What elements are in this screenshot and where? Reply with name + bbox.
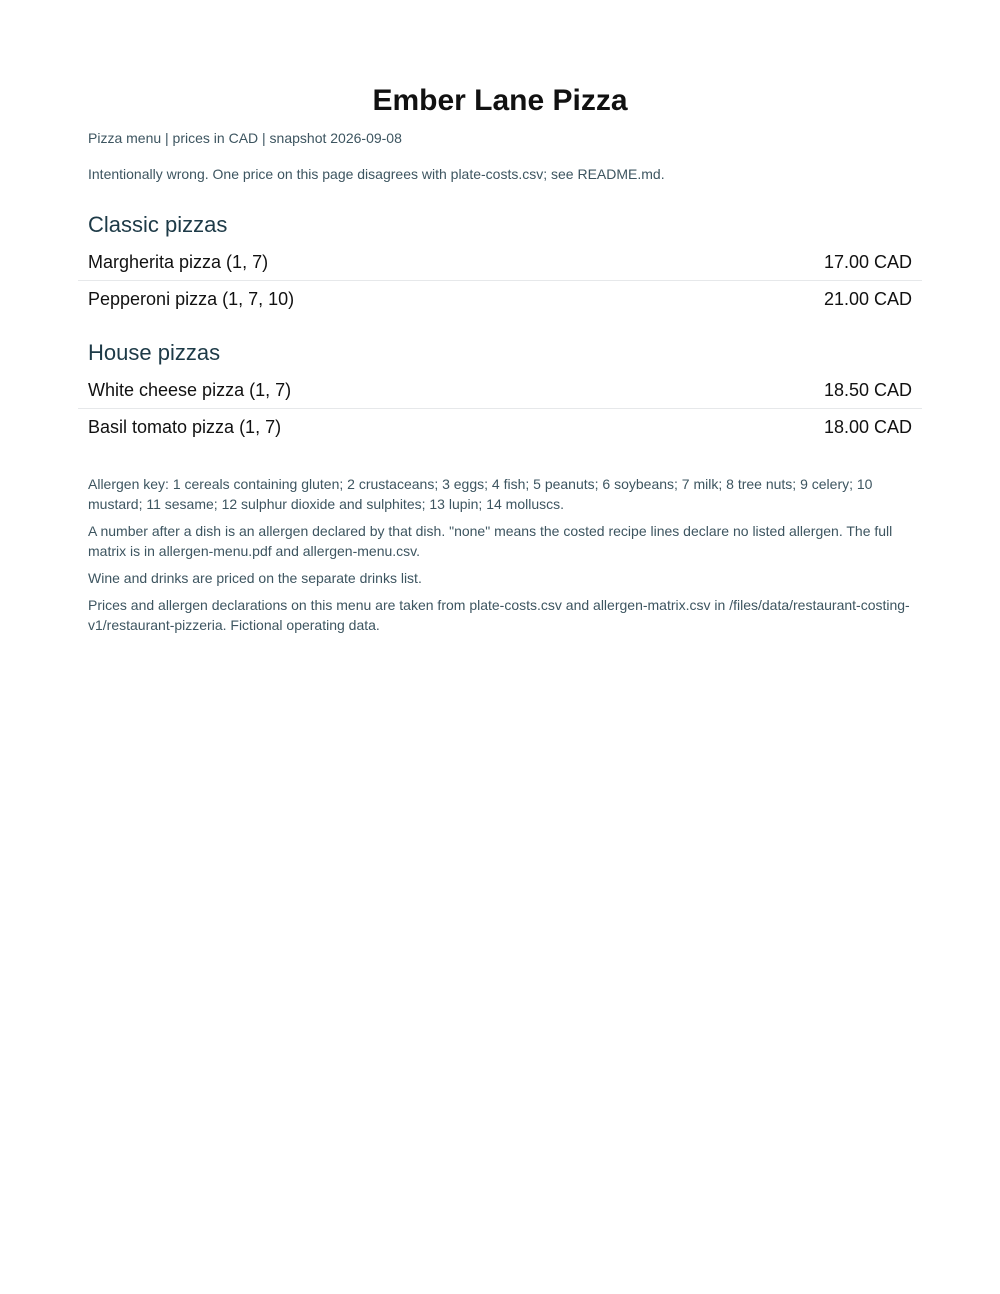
menu-item-price: 18.00 CAD bbox=[823, 416, 912, 437]
menu-item-name: Basil tomato pizza (1, 7) bbox=[88, 416, 282, 437]
warning-note: Intentionally wrong. One price on this page disagrees with plate-costs.csv; see README.md. bbox=[88, 166, 665, 182]
menu-item bbox=[78, 244, 922, 280]
drinks-note: Wine and drinks are priced on the separate drinks list. bbox=[88, 570, 422, 586]
menu-item-price: 18.50 CAD bbox=[823, 379, 912, 400]
section-classic-pizzas bbox=[88, 212, 912, 317]
menu-item-price: 21.00 CAD bbox=[823, 288, 912, 309]
page-title: Ember Lane Pizza bbox=[372, 84, 628, 117]
menu-item bbox=[78, 372, 922, 408]
menu-item bbox=[78, 280, 922, 317]
menu-item-name: Pepperoni pizza (1, 7, 10) bbox=[88, 288, 295, 309]
allergen-explanation: A number after a dish is an allergen declared by that dish. "none" means the costed recipe lines declare no listed allergen. The full matrix is in allergen-menu.pdf and allergen-menu.csv. bbox=[88, 523, 893, 559]
menu-footer bbox=[88, 474, 912, 635]
section-heading: House pizzas bbox=[88, 340, 221, 365]
section-house-pizzas bbox=[88, 340, 912, 445]
menu-item-name: Margherita pizza (1, 7) bbox=[88, 251, 269, 272]
section-heading: Classic pizzas bbox=[88, 212, 228, 237]
source-note: Prices and allergen declarations on this menu are taken from plate-costs.csv and allergen-matrix.csv in /files/data/restaurant-costing-v1/restaurant-pizzeria. Fictional operating data. bbox=[88, 597, 910, 633]
menu-item bbox=[78, 408, 922, 445]
menu-item-price: 17.00 CAD bbox=[823, 251, 912, 272]
menu-subtitle: Pizza menu | prices in CAD | snapshot 2026-09-08 bbox=[88, 130, 402, 146]
allergen-key: Allergen key: 1 cereals containing gluten; 2 crustaceans; 3 eggs; 4 fish; 5 peanuts; 6 soybeans; 7 milk; 8 tree nuts; 9 celery; 10 mustard; 11 sesame; 12 sulphur dioxide and sulphites; 13 lupin; 14 molluscs. bbox=[88, 476, 873, 512]
menu-item-name: White cheese pizza (1, 7) bbox=[88, 379, 292, 400]
